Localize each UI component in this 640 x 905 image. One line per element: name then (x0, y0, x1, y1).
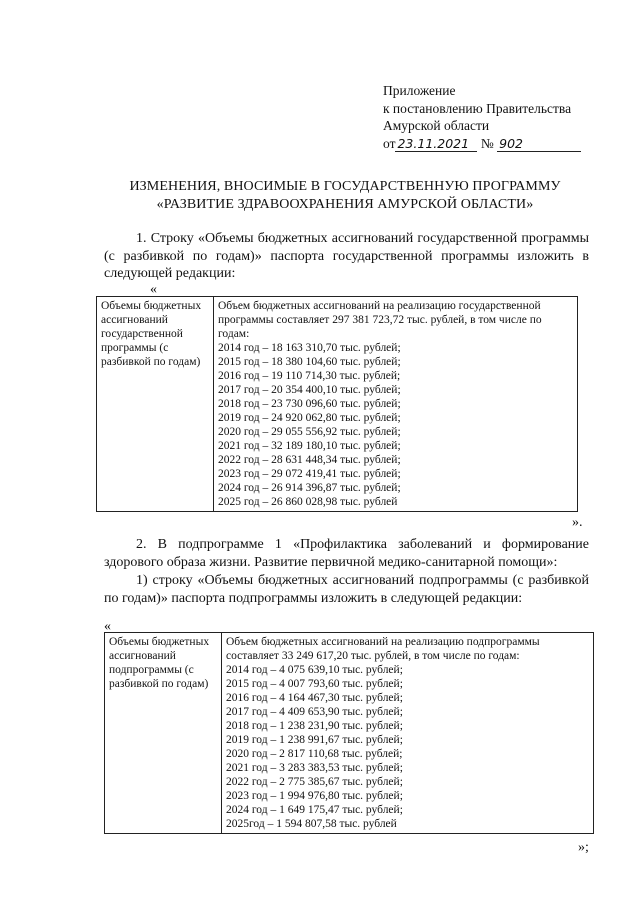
title-line-2: «РАЗВИТИЕ ЗДРАВООХРАНЕНИЯ АМУРСКОЙ ОБЛАСТИ» (156, 196, 534, 212)
section-1-close-quote: ». (572, 515, 583, 530)
number-prefix: № (480, 135, 494, 151)
year-amount-line: 2024 год – 26 914 396,87 тыс. рублей; (218, 482, 401, 494)
year-amount-line: 2016 год – 19 110 714,30 тыс. рублей; (218, 370, 401, 382)
year-amount-line: 2015 год – 4 007 793,60 тыс. рублей; (226, 678, 403, 690)
handwritten-date: 23.11.2021 (395, 137, 477, 152)
year-amount-line: 2017 год – 20 354 400,10 тыс. рублей; (218, 384, 401, 396)
year-amount-line: 2025год – 1 594 807,58 тыс. рублей (226, 818, 397, 830)
year-amount-line: 2014 год – 4 075 639,10 тыс. рублей; (226, 664, 403, 676)
year-amount-line: 2020 год – 29 055 556,92 тыс. рублей; (218, 426, 401, 438)
title-line-1: ИЗМЕНЕНИЯ, ВНОСИМЫЕ В ГОСУДАРСТВЕННУЮ ПРОГРАММУ (129, 179, 561, 194)
table-1-intro: Объем бюджетных ассигнований на реализацию государственной программы составляет 297 381 723,72 тыс. рублей, в том числе по годам: (218, 300, 542, 340)
year-amount-line: 2015 год – 18 380 104,60 тыс. рублей; (218, 356, 401, 368)
year-amount-line: 2018 год – 23 730 096,60 тыс. рублей; (218, 398, 401, 410)
year-amount-line: 2020 год – 2 817 110,68 тыс. рублей; (226, 748, 403, 760)
date-prefix: от (383, 135, 396, 151)
section-1-text: 1. Строку «Объемы бюджетных ассигнований государственной программы (с разбивкой по годам)» паспорта государственной программы изложить в следующей редакции: (104, 231, 589, 281)
table-2-label-cell: Объемы бюджетных ассигнований подпрограммы (с разбивкой по годам) (105, 633, 222, 834)
table-2-value-cell (222, 633, 594, 834)
table-1-label-cell: Объемы бюджетных ассигнований государственной программы (с разбивкой по годам) (97, 297, 214, 512)
year-amount-line: 2014 год – 18 163 310,70 тыс. рублей; (218, 342, 401, 354)
appendix-line-3: Амурской области (383, 118, 490, 133)
appendix-date-line (383, 135, 581, 153)
year-amount-line: 2016 год – 4 164 467,30 тыс. рублей; (226, 692, 403, 704)
year-amount-line: 2022 год – 2 775 385,67 тыс. рублей; (226, 776, 403, 788)
section-2-open-quote: « (104, 619, 111, 634)
table-2-intro: Объем бюджетных ассигнований на реализацию подпрограммы составляет 33 249 617,20 тыс. рублей, в том числе по годам: (226, 636, 540, 662)
appendix-header (383, 82, 581, 152)
section-1-open-quote: « (150, 282, 157, 297)
section-2-item-1: 1) строку «Объемы бюджетных ассигнований подпрограммы (с разбивкой по годам)» паспорта подпрограммы изложить в следующей редакции: (104, 573, 589, 606)
table-1-value-cell (214, 297, 578, 512)
section-2-close-quote: »; (578, 840, 589, 855)
year-amount-line: 2019 год – 24 920 062,80 тыс. рублей; (218, 412, 401, 424)
year-amount-line: 2017 год – 4 409 653,90 тыс. рублей; (226, 706, 403, 718)
year-amount-line: 2018 год – 1 238 231,90 тыс. рублей; (226, 720, 403, 732)
year-amount-line: 2023 год – 29 072 419,41 тыс. рублей; (218, 468, 401, 480)
table-2-years (226, 663, 589, 831)
document-title (80, 178, 610, 213)
handwritten-number: 902 (497, 137, 581, 152)
year-amount-line: 2022 год – 28 631 448,34 тыс. рублей; (218, 454, 401, 466)
appendix-line-1: Приложение (383, 83, 456, 98)
section-1-budget-table (96, 296, 578, 512)
year-amount-line: 2021 год – 32 189 180,10 тыс. рублей; (218, 440, 401, 452)
appendix-line-2: к постановлению Правительства (383, 100, 572, 116)
year-amount-line: 2021 год – 3 283 383,53 тыс. рублей; (226, 762, 403, 774)
section-2-budget-table (104, 632, 594, 834)
year-amount-line: 2024 год – 1 649 175,47 тыс. рублей; (226, 804, 403, 816)
table-1-years (218, 341, 573, 509)
year-amount-line: 2025 год – 26 860 028,98 тыс. рублей (218, 496, 398, 508)
year-amount-line: 2023 год – 1 994 976,80 тыс. рублей; (226, 790, 403, 802)
year-amount-line: 2019 год – 1 238 991,67 тыс. рублей; (226, 734, 403, 746)
section-2-text: 2. В подпрограмме 1 «Профилактика заболеваний и формирование здорового образа жизни. Развитие первичной медико-санитарной помощи»: (104, 537, 589, 570)
